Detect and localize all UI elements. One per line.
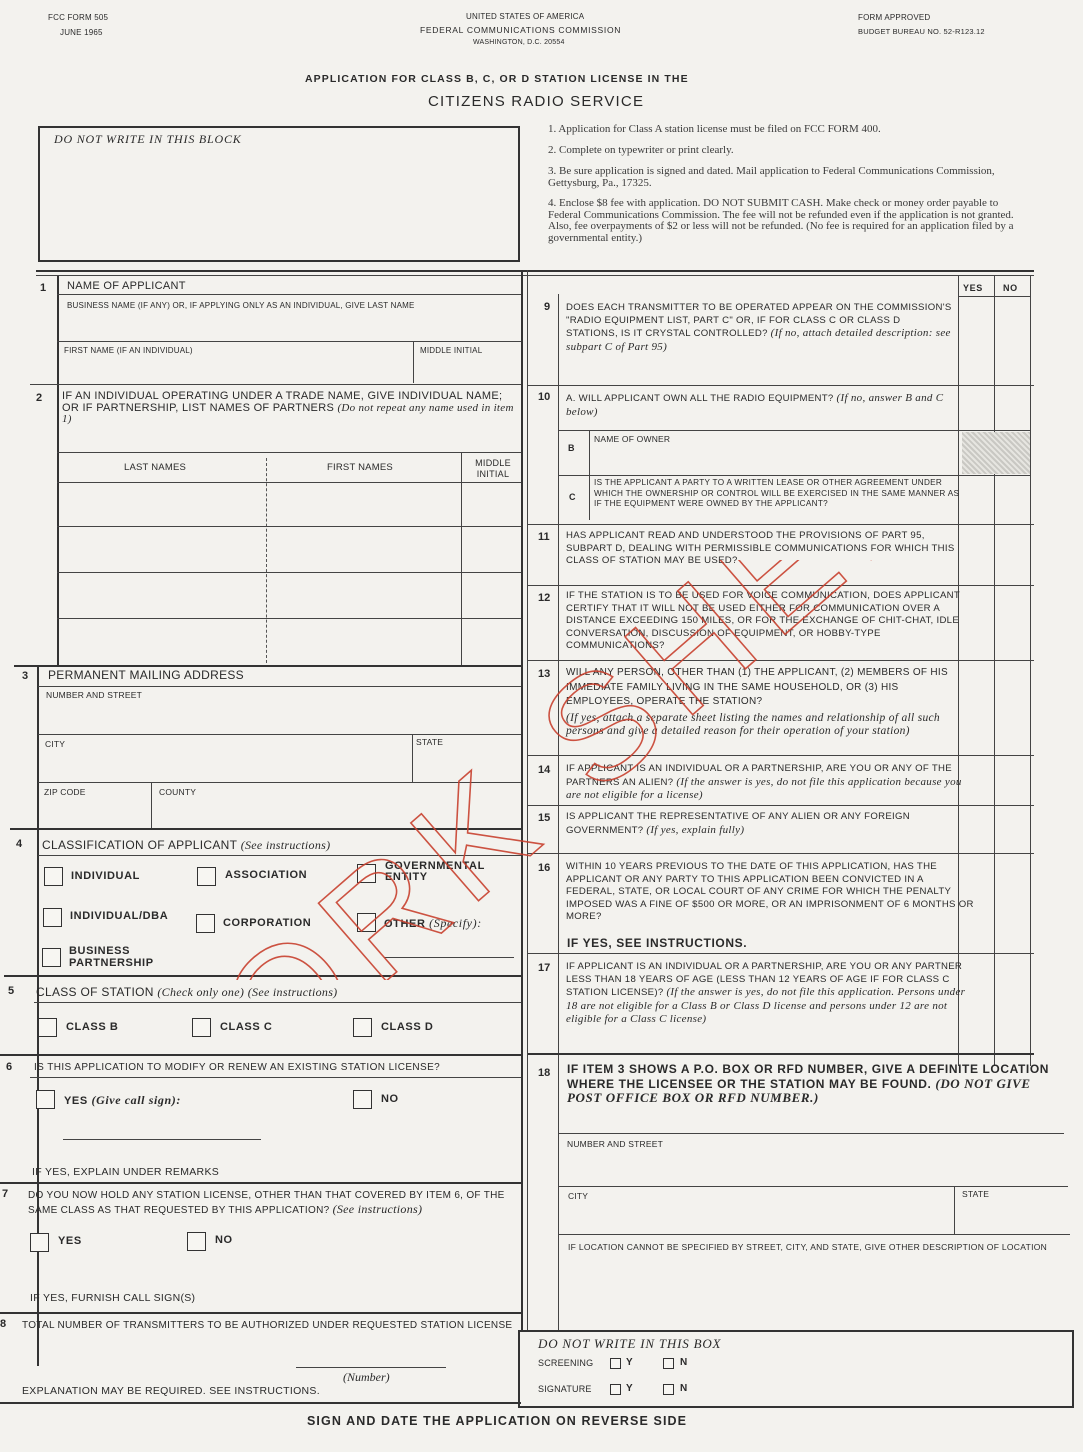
item-11-number: 11 bbox=[538, 531, 550, 543]
county-caption: COUNTY bbox=[159, 787, 197, 797]
call-sign-field[interactable] bbox=[63, 1139, 261, 1140]
association-checkbox[interactable] bbox=[197, 867, 216, 886]
transmitter-count-field[interactable] bbox=[296, 1367, 446, 1368]
item-4-note: (See instructions) bbox=[240, 838, 331, 852]
item-5-label bbox=[36, 985, 337, 1000]
no-column-header: NO bbox=[1003, 283, 1018, 293]
item-9-yes-box[interactable] bbox=[962, 330, 990, 380]
signature-y-label: Y bbox=[626, 1383, 633, 1394]
item-15-note: (If yes, explain fully) bbox=[646, 823, 745, 836]
agency-line-2: FEDERAL COMMUNICATIONS COMMISSION bbox=[420, 25, 622, 35]
item-10a-note: (If no, answer B and C below) bbox=[566, 392, 944, 418]
modify-renew-no-label: NO bbox=[381, 1093, 399, 1105]
screening-n-label: N bbox=[680, 1357, 688, 1368]
form-number: FCC FORM 505 bbox=[48, 13, 109, 22]
instruction-4: 4. Enclose $8 fee with application. DO NOT SUBMIT CASH. Make check or money order payable to Federal Communications Commission. The fee will not be refunded even if the application is not granted. Also, fee overpayments of $2 or less will not be refunded. (No fee is required for an application filed by a governmental entity.) bbox=[548, 197, 1014, 244]
item-14-note: (If the answer is yes, do not file this application because you are not eligible for a license) bbox=[566, 775, 962, 801]
individual-label: INDIVIDUAL bbox=[71, 870, 140, 882]
business-partnership-checkbox[interactable] bbox=[42, 948, 61, 967]
agency-line-1: UNITED STATES OF AMERICA bbox=[466, 12, 585, 21]
other-location-caption: IF LOCATION CANNOT BE SPECIFIED BY STREET, CITY, AND STATE, GIVE OTHER DESCRIPTION OF LOCATION bbox=[568, 1242, 1048, 1252]
item-18-number: 18 bbox=[538, 1067, 551, 1079]
item-7-footer: IF YES, FURNISH CALL SIGN(S) bbox=[30, 1292, 196, 1304]
item-18-question bbox=[567, 1063, 1061, 1106]
item-12-question: IF THE STATION IS TO BE USED FOR VOICE COMMUNICATION, DOES APPLICANT CERTIFY THAT IT WILL NOT BE USED EITHER FOR COMMUNICATION OVER A DISTANCE EXCEEDING 150 MILES, OR FOR THE EXCHANGE OF CHIT-CHAT, IDLE CONVERSATION, DISCUSSION OF EQUIPMENT, OR HOBBY-TYPE COMMUNICATIONS? bbox=[566, 590, 960, 651]
office-box-title: DO NOT WRITE IN THIS BOX bbox=[538, 1336, 722, 1351]
class-d-label: CLASS D bbox=[381, 1021, 434, 1033]
item-7-text: DO YOU NOW HOLD ANY STATION LICENSE, OTHER THAN THAT COVERED BY ITEM 6, OF THE SAME CLASS AS THAT REQUESTED BY THIS APPLICATION? bbox=[28, 1190, 505, 1216]
item-1-number: 1 bbox=[40, 282, 47, 294]
item-10a-question bbox=[566, 392, 956, 419]
item-15-question bbox=[566, 811, 970, 837]
form-approved: FORM APPROVED bbox=[858, 13, 931, 22]
state-caption: STATE bbox=[416, 737, 444, 747]
yes-column-header: YES bbox=[963, 283, 983, 293]
hold-license-no-checkbox[interactable] bbox=[187, 1232, 206, 1251]
item-7-question bbox=[28, 1189, 516, 1217]
item-4-label bbox=[42, 838, 330, 853]
item-8-question: TOTAL NUMBER OF TRANSMITTERS TO BE AUTHORIZED UNDER REQUESTED STATION LICENSE bbox=[22, 1320, 513, 1331]
item-3-label: PERMANENT MAILING ADDRESS bbox=[48, 668, 244, 682]
middle-initial-field[interactable] bbox=[418, 358, 516, 382]
other-location-field[interactable] bbox=[566, 1268, 1062, 1326]
hold-license-yes-label: YES bbox=[58, 1235, 82, 1247]
signature-n-checkbox[interactable] bbox=[663, 1384, 674, 1395]
item-18-state-caption: STATE bbox=[962, 1189, 990, 1199]
mailing-state-field[interactable] bbox=[416, 750, 516, 778]
item-1-label: NAME OF APPLICANT bbox=[67, 280, 186, 292]
location-street-field[interactable] bbox=[566, 1152, 1056, 1182]
instruction-1: 1. Application for Class A station license must be filed on FCC FORM 400. bbox=[548, 123, 881, 135]
individual-dba-label: INDIVIDUAL/DBA bbox=[70, 910, 169, 922]
item-7-note: (See instructions) bbox=[332, 1201, 423, 1216]
screening-label: SCREENING bbox=[538, 1358, 594, 1368]
item-10c-letter: C bbox=[569, 492, 576, 502]
item-10-number: 10 bbox=[538, 391, 551, 403]
class-c-checkbox[interactable] bbox=[192, 1018, 211, 1037]
item-15-number: 15 bbox=[538, 812, 551, 824]
governmental-entity-checkbox[interactable] bbox=[357, 864, 376, 883]
item-13-note: (If yes, attach a separate sheet listing the names and relationship of all such persons and give a detailed reason for their operation of your station) bbox=[566, 712, 940, 737]
partner-last-name-field[interactable] bbox=[60, 484, 260, 524]
item-14-question bbox=[566, 763, 970, 803]
other-checkbox[interactable] bbox=[357, 913, 376, 932]
item-14-text: IF APPLICANT IS AN INDIVIDUAL OR A PARTNERSHIP, ARE YOU OR ANY OF THE PARTNERS AN ALIEN? bbox=[566, 763, 952, 788]
modify-renew-yes-checkbox[interactable] bbox=[36, 1090, 55, 1109]
item-10c-question: IS THE APPLICANT A PARTY TO A WRITTEN LEASE OR OTHER AGREEMENT UNDER WHICH THE OWNERSHIP OR CONTROL WILL BE EXERCISED IN THE SAME MANNER AS IF THE EQUIPMENT WERE OWNED BY THE APPLICANT? bbox=[594, 478, 960, 508]
zip-caption: ZIP CODE bbox=[44, 787, 86, 797]
first-names-header: FIRST NAMES bbox=[327, 462, 393, 473]
item-4-number: 4 bbox=[16, 838, 23, 850]
screening-y-label: Y bbox=[626, 1357, 633, 1368]
item-2-text: IF AN INDIVIDUAL OPERATING UNDER A TRADE NAME, GIVE INDIVIDUAL NAME; OR IF PARTNERSHIP, LIST NAMES OF PARTNERS bbox=[62, 390, 503, 414]
item-5-note: (Check only one) bbox=[157, 985, 245, 999]
modify-renew-yes-label bbox=[64, 1093, 181, 1108]
item-6-question: IS THIS APPLICATION TO MODIFY OR RENEW AN EXISTING STATION LICENSE? bbox=[34, 1062, 441, 1073]
owner-name-caption: NAME OF OWNER bbox=[594, 434, 671, 444]
give-call-sign-note: (Give call sign): bbox=[91, 1093, 181, 1107]
other-specify-note: (Specify): bbox=[429, 916, 482, 930]
item-2-number: 2 bbox=[36, 392, 43, 404]
item-9-no-box[interactable] bbox=[998, 330, 1026, 380]
budget-bureau-number: BUDGET BUREAU NO. 52-R123.12 bbox=[858, 27, 985, 36]
item-5-number: 5 bbox=[8, 985, 15, 997]
item-13-question: WILL ANY PERSON, OTHER THAN (1) THE APPLICANT, (2) MEMBERS OF HIS IMMEDIATE FAMILY LIVING IN THE SAME HOUSEHOLD, OR (3) HIS EMPLOYEES, OPERATE THE STATION? bbox=[566, 667, 948, 707]
hold-license-no-label: NO bbox=[215, 1234, 233, 1246]
first-name-caption: FIRST NAME (IF AN INDIVIDUAL) bbox=[64, 346, 193, 355]
item-4-label-text: CLASSIFICATION OF APPLICANT bbox=[42, 838, 238, 852]
street-caption: NUMBER AND STREET bbox=[46, 690, 142, 700]
screening-n-checkbox[interactable] bbox=[663, 1358, 674, 1369]
item-5-label-text: CLASS OF STATION bbox=[36, 985, 154, 999]
item-7-number: 7 bbox=[2, 1188, 9, 1200]
item-16-number: 16 bbox=[538, 862, 551, 874]
item-8-footer: EXPLANATION MAY BE REQUIRED. SEE INSTRUCTIONS. bbox=[22, 1385, 320, 1397]
location-city-field[interactable] bbox=[566, 1203, 950, 1231]
middle-initial-caption: MIDDLE INITIAL bbox=[420, 346, 483, 355]
instruction-3: 3. Be sure application is signed and dated. Mail application to Federal Communications Commission, Gettysburg, Pa., 17325. bbox=[548, 165, 995, 189]
form-date: JUNE 1965 bbox=[60, 28, 103, 37]
form-title: APPLICATION FOR CLASS B, C, OR D STATION LICENSE IN THE bbox=[305, 73, 689, 85]
item-6-number: 6 bbox=[6, 1061, 13, 1073]
last-names-header: LAST NAMES bbox=[124, 462, 187, 473]
class-b-checkbox[interactable] bbox=[38, 1018, 57, 1037]
agency-line-3: WASHINGTON, D.C. 20554 bbox=[473, 39, 565, 46]
office-use-label: DO NOT WRITE IN THIS BLOCK bbox=[54, 132, 242, 146]
item-5-note-2: (See instructions) bbox=[247, 985, 338, 999]
item-15-text: IS APPLICANT THE REPRESENTATIVE OF ANY ALIEN OR ANY FOREIGN GOVERNMENT? bbox=[566, 811, 910, 836]
item-18-street-caption: NUMBER AND STREET bbox=[567, 1139, 663, 1149]
hold-license-yes-checkbox[interactable] bbox=[30, 1233, 49, 1252]
modify-renew-yes-text: YES bbox=[64, 1095, 88, 1107]
corporation-label: CORPORATION bbox=[223, 917, 312, 929]
individual-dba-checkbox[interactable] bbox=[43, 908, 62, 927]
signature-y-checkbox[interactable] bbox=[610, 1384, 621, 1395]
corporation-checkbox[interactable] bbox=[196, 914, 215, 933]
class-d-checkbox[interactable] bbox=[353, 1018, 372, 1037]
form-subtitle: CITIZENS RADIO SERVICE bbox=[428, 93, 645, 110]
item-10b-letter: B bbox=[568, 443, 575, 453]
number-caption: (Number) bbox=[343, 1370, 390, 1384]
screening-y-checkbox[interactable] bbox=[610, 1358, 621, 1369]
owner-name-field[interactable] bbox=[594, 448, 954, 472]
footer-instruction: SIGN AND DATE THE APPLICATION ON REVERSE SIDE bbox=[307, 1414, 688, 1428]
mailing-street-field[interactable] bbox=[44, 702, 514, 732]
governmental-entity-label: GOVERNMENTAL ENTITY bbox=[385, 860, 485, 883]
item-9-text: DOES EACH TRANSMITTER TO BE OPERATED APPEAR ON THE COMMISSION'S "RADIO EQUIPMENT LIST, PART C" OR, IF FOR CLASS C OR CLASS D STATIONS, IS IT CRYSTAL CONTROLLED? bbox=[566, 302, 952, 339]
class-c-label: CLASS C bbox=[220, 1021, 273, 1033]
item-11-question: HAS APPLICANT READ AND UNDERSTOOD THE PROVISIONS OF PART 95, SUBPART D, DEALING WITH PERMISSIBLE COMMUNICATIONS FOR WHICH THIS CLASS OF STATION MAY BE USED? bbox=[566, 530, 955, 566]
item-14-number: 14 bbox=[538, 764, 551, 776]
county-field[interactable] bbox=[158, 800, 516, 826]
item-16-question: WITHIN 10 YEARS PREVIOUS TO THE DATE OF THIS APPLICATION, HAS THE APPLICANT OR ANY PARTY TO THIS APPLICATION BEEN CONVICTED IN A FEDERAL, STATE, OR LOCAL COURT OF ANY CRIME FOR WHICH THE PENALTY IMPOSED WAS A FINE OF $500 OR MORE, OR AN IMPRISONMENT OF 6 MONTHS OR MORE? bbox=[566, 861, 974, 922]
item-6-footer: IF YES, EXPLAIN UNDER REMARKS bbox=[32, 1166, 220, 1178]
modify-renew-no-checkbox[interactable] bbox=[353, 1090, 372, 1109]
item-10a-text: A. WILL APPLICANT OWN ALL THE RADIO EQUIPMENT? bbox=[566, 393, 834, 404]
city-caption: CITY bbox=[45, 739, 66, 749]
other-label-text: OTHER bbox=[384, 918, 426, 930]
item-9-number: 9 bbox=[544, 301, 551, 313]
signature-label: SIGNATURE bbox=[538, 1384, 592, 1394]
business-partnership-label: BUSINESS PARTNERSHIP bbox=[69, 945, 154, 969]
mailing-city-field[interactable] bbox=[44, 750, 406, 778]
shaded-yes-no-block bbox=[962, 432, 1030, 474]
office-use-block bbox=[38, 126, 520, 262]
association-label: ASSOCIATION bbox=[225, 869, 308, 881]
item-18-note: (DO NOT GIVE POST OFFICE BOX OR RFD NUMBER.) bbox=[567, 1075, 1031, 1105]
item-17-text: IF APPLICANT IS AN INDIVIDUAL OR A PARTNERSHIP, ARE YOU OR ANY PARTNER LESS THAN 18 YEARS OF AGE (LESS THAN 12 YEARS OF AGE IF FOR CLASS C STATION LICENSE)? bbox=[566, 961, 963, 998]
business-name-caption: BUSINESS NAME (IF ANY) OR, IF APPLYING ONLY AS AN INDIVIDUAL, GIVE LAST NAME bbox=[67, 301, 415, 310]
item-2-question bbox=[62, 391, 517, 426]
individual-checkbox[interactable] bbox=[44, 867, 63, 886]
first-name-field[interactable] bbox=[62, 358, 408, 382]
item-16-see-instructions: IF YES, SEE INSTRUCTIONS. bbox=[567, 936, 748, 950]
item-17-note: (If the answer is yes, do not file this application. Persons under 18 are not eligible for a Class B or Class D license and persons under 12 are not eligible for a Class C license) bbox=[566, 986, 966, 1025]
class-b-label: CLASS B bbox=[66, 1021, 119, 1033]
item-2-note: (Do not repeat any name used in item 1) bbox=[62, 401, 514, 425]
signature-n-label: N bbox=[680, 1383, 688, 1394]
item-18-city-caption: CITY bbox=[568, 1191, 589, 1201]
item-18-text: IF ITEM 3 SHOWS A P.O. BOX OR RFD NUMBER, GIVE A DEFINITE LOCATION WHERE THE LICENSEE OR THE STATION MAY BE FOUND. bbox=[567, 1062, 1050, 1091]
middle-initial-header: MIDDLE INITIAL bbox=[475, 458, 511, 479]
item-17-question bbox=[566, 961, 976, 1027]
location-state-field[interactable] bbox=[960, 1203, 1064, 1231]
partner-first-name-field[interactable] bbox=[272, 484, 458, 524]
office-use-box bbox=[518, 1330, 1074, 1408]
other-label bbox=[384, 916, 482, 931]
item-13-number: 13 bbox=[538, 668, 551, 680]
item-3-number: 3 bbox=[22, 670, 29, 682]
item-9-note: (If no, attach detailed description: see subpart C of Part 95) bbox=[566, 327, 951, 353]
other-specify-line[interactable] bbox=[384, 957, 514, 958]
item-12-number: 12 bbox=[538, 592, 551, 604]
item-8-number: 8 bbox=[0, 1318, 7, 1330]
item-17-number: 17 bbox=[538, 962, 551, 974]
business-name-field[interactable] bbox=[66, 314, 516, 340]
zip-code-field[interactable] bbox=[42, 800, 146, 826]
instruction-2: 2. Complete on typewriter or print clearly. bbox=[548, 144, 734, 156]
item-9-question bbox=[566, 302, 952, 354]
